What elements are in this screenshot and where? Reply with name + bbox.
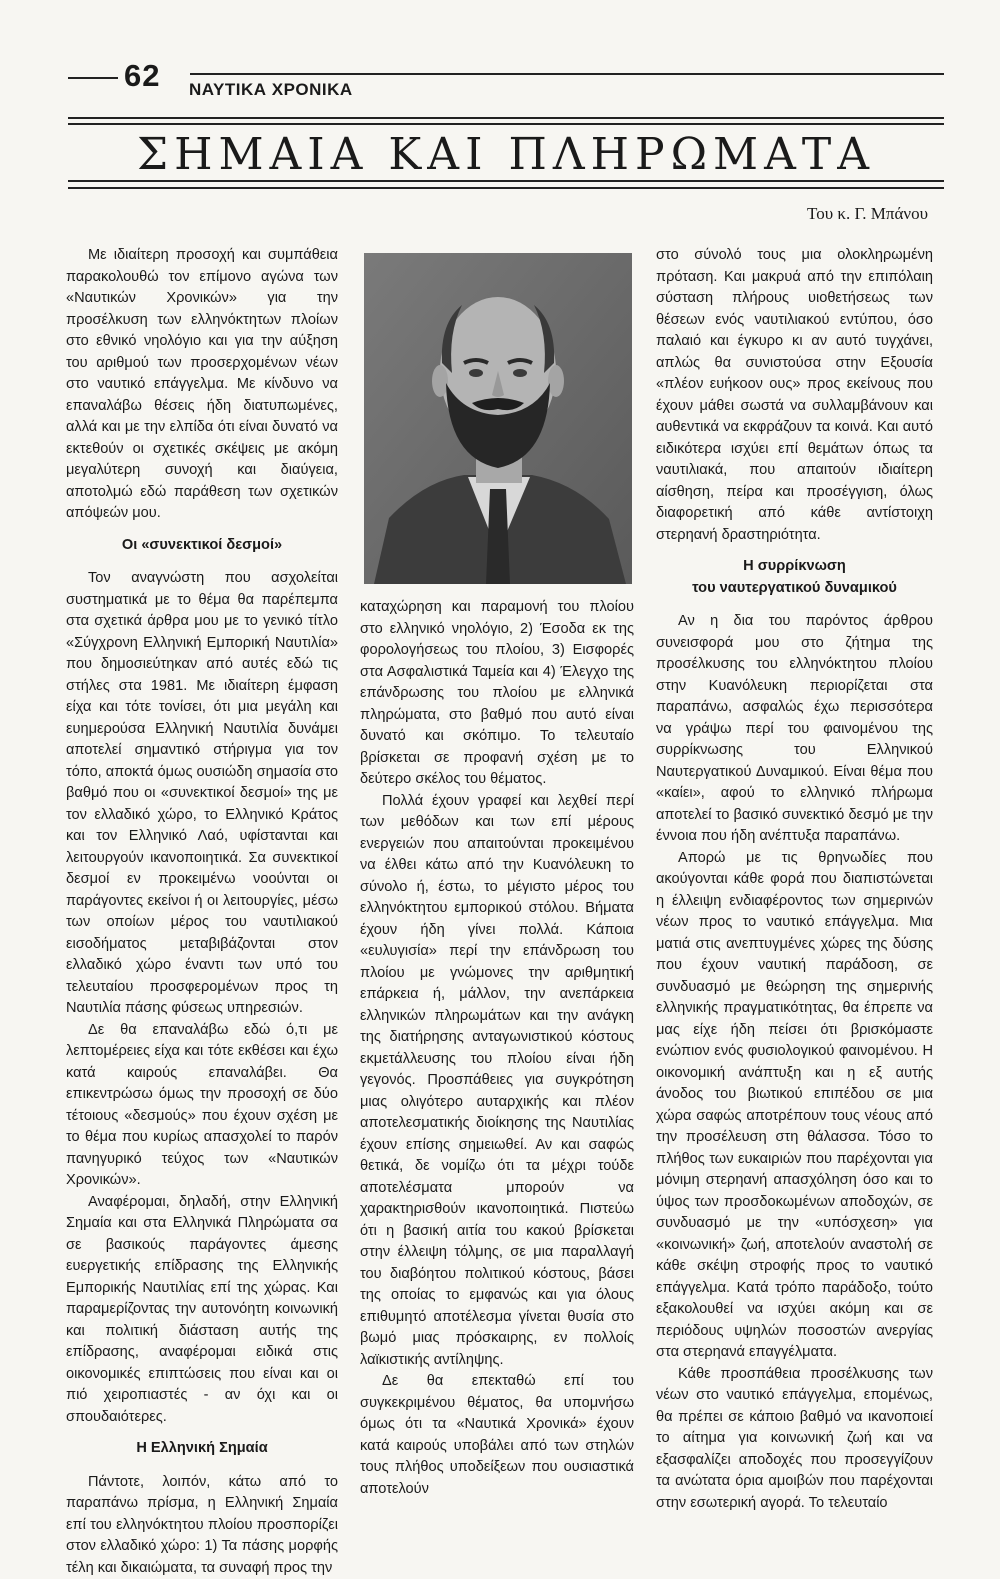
title-rule — [68, 123, 944, 125]
section-heading — [656, 556, 933, 599]
paragraph: στο σύνολό τους μια ολοκληρωμένη πρόταση. Και μακρυά από την επιπόλαιη σύσταση πλήρους υιοθετήσεως των θέσεων ενός ναυτιλιακού εντύπου, όσο παλαιό και έγκυρο κι αν αυτό τυγχάνει, απλώς θα συνιστούσα στην Εξουσία «πλέον ευήκοον ους» προς εκείνους που έχουν μάθει σωστά να συλλαμβάνουν και αυθεντικά να εκφράζουν τα κοινά. Και αυτό ειδικότερα ισχύει επί θεμάτων όπως τα ναυτιλιακά, που απαιτούν ιδιαίτερη αίσθηση, πείρα και προσέγγιση, όλως διαφορετική από κάθε αντίστοιχη στερηανή δραστηριότητα. — [656, 245, 933, 546]
column-3 — [656, 245, 933, 1514]
article-title: ΣΗΜΑΙΑ ΚΑΙ ΠΛΗΡΩΜΑΤΑ — [68, 132, 944, 178]
header-rule-left — [68, 77, 118, 79]
magazine-name: ΝΑΥΤΙΚΑ ΧΡΟΝΙΚΑ — [189, 80, 353, 100]
paragraph: Πάντοτε, λοιπόν, κάτω από το παραπάνω πρίσμα, η Ελληνική Σημαία επί του ελληνόκτητου πλοίου προσπορίζει στον ελλαδικό χώρο: 1) Τα πάσης μορφής τέλη και δικαιώματα, τα συναφή προς την — [66, 1472, 338, 1579]
paragraph: Δε θα επεκταθώ επί του συγκεκριμένου θέματος, θα υπομνήσω όμως ότι τα «Ναυτικά Χρονικά» έχουν κατά καιρούς υποβάλει από των στηλών τους πλήθος υποδείξεων που ουσιαστικά αποτελούν — [360, 1371, 634, 1500]
title-rule — [68, 117, 944, 119]
column-1 — [66, 245, 338, 1579]
author-photo — [364, 253, 632, 584]
paragraph: Τον αναγνώστη που ασχολείται συστηματικά με το θέμα θα παρέπεμπα στα σχετικά άρθρα μου με το γενικό τίτλο «Σύγχρονη Ελληνική Εμπορική Ναυτιλία» που δημοσιεύτηκαν από αυτές εδώ τις στήλες στα 1981. Με ιδιαίτερη έμφαση είχα και τότε τονίσει, ότι μια μεγάλη και ευημερούσα Ελληνική Ναυτιλία δυνάμει αποτελεί σημαντικό στήριγμα για τον τόπο, αποκτά όμως ουσιώδη σημασία στο βαθμό που οι «συνεκτικοί δεσμοί» της με τον ελλαδικό χώρο, το Ελληνικό Κράτος και τον Ελληνικό Λαό, υφίστανται και λειτουργούν ικανοποιητικά. Σα συνεκτικοί δεσμοί εν προκειμένω νοούνται οι παράγοντες εκείνοι ή οι λειτουργίες, μέσω των οποίων μέρος του ναυτιλιακού εισοδήματος μεταβιβάζονται στον ελλαδικό χώρο έναντι των υπό του τελευταίου προσφερομένων προς τη Ναυτιλία πάσης φύσεως υπηρεσιών. — [66, 568, 338, 1020]
title-rule — [68, 187, 944, 189]
title-rule — [68, 180, 944, 182]
section-heading: Οι «συνεκτικοί δεσμοί» — [66, 535, 338, 557]
paragraph: Δε θα επαναλάβω εδώ ό,τι με λεπτομέρειες είχα και τότε εκθέσει και έχω κατά καιρούς επαναλάβει. Θα επικεντρώσω όμως την προσοχή σε δύο τέτοιους «δεσμούς» που έχουν σχέση με το θέμα που κυρίως απασχολεί το παρόν πανηγυρικό τεύχος των «Ναυτικών Χρονικών». — [66, 1020, 338, 1192]
column-2 — [360, 597, 634, 1500]
paragraph: Κάθε προσπάθεια προσέλκυσης των νέων στο ναυτικό επάγγελμα, επομένως, θα πρέπει σε κάποιο βαθμό να ικανοποιεί το αίτημα για κοινωνική ζωή και να εξασφαλίζει αποδοχές που προσεγγίζουν τα ανώτατα όρια αμοιβών που παρέχονται στην εσωτερική αγορά. Το τελευταίο — [656, 1364, 933, 1515]
paragraph: Με ιδιαίτερη προσοχή και συμπάθεια παρακολουθώ τον επίμονο αγώνα των «Ναυτικών Χρονικών» για την προσέλκυση των ελληνόκτητων πλοίων στο εθνικό νηολόγιο και για την αύξηση του αριθμού των προσερχομένων νέων στο ναυτικό επάγγελμα. Με κίνδυνο να επαναλάβω θέσεις ήδη διατυπωμένες, αλλά και με την ελπίδα ότι είναι δυνατό να εκτεθούν οι σχετικές σκέψεις με ακόμη μεγαλύτερη συνοχή και διαύγεια, αποτολμώ εδώ παράθεση των σχετικών απόψεών μου. — [66, 245, 338, 525]
page-number: 62 — [124, 58, 160, 94]
section-heading-line2: του ναυτεργατικού δυναμικού — [692, 580, 897, 596]
paragraph: Αναφέρομαι, δηλαδή, στην Ελληνική Σημαία και στα Ελληνικά Πληρώματα σα σε βασικούς παράγοντες άμεσης ευεργετικής επίδρασης της Ελληνικής Εμπορικής Ναυτιλίας επί της χώρας. Και παραμερίζοντας την αυτονόητη κοινωνική και πολιτική διάσταση αυτής της επίδρασης, αναφέρομαι ειδικά στις οικονομικές επιπτώσεις που είναι και οι πιό χειροπιαστές - αν όχι και οι σπουδαιότερες. — [66, 1192, 338, 1429]
paragraph: Αν η δια του παρόντος άρθρου συνεισφορά μου στο ζήτημα της προσέλκυσης του ελληνόκτητου πλοίου στην Κυανόλευκη περιορίζεται στα παραπάνω, ασφαλώς έχω περισσότερα να γράψω περί του φαινομένου της συρρίκνωσης του Ελληνικού Ναυτεργατικού Δυναμικού. Είναι θέμα που «καίει», αφού το ελληνικό πλήρωμα αποτελεί το βασικό συνεκτικό δεσμό με την έννοια που ήδη ανέπτυξα παραπάνω. — [656, 611, 933, 848]
paragraph: Απορώ με τις θρηνωδίες που ακούγονται κάθε φορά που διαπιστώνεται η έλλειψη ενδιαφέροντος των σημερινών νέων προς το ναυτικό επάγγελμα. Μια ματιά στις ανεπτυγμένες χώρες της δύσης που έχουν ναυτική παράδοση, σε συνδυασμό με θεώρηση της σημερινής ελληνικής πραγματικότητας, θα έπρεπε να μας είχε ήδη πείσει ότι βρισκόμαστε ενώπιον ενός φυσιολογικού φαινομένου. Η οικονομική ανάπτυξη και η εξ αυτής άνοδος του βιωτικού επιπέδου σε μια χώρα σαφώς αποτρέπουν τους νέους από την προσέλευση στη θάλασσα. Τόσο το πλήθος των ευκαιριών που παρέχονται για μόνιμη στερηανή απασχόληση όσο και το ύψος των προσδοκωμένων αποδοχών, σε συνδυασμό με την «υπόσχεση» για «κοινωνική» ζωή, αποτελούν αναστολή σε κάθε σκέψη στροφής προς το ναυτικό επάγγελμα. Κατά τρόπο παράδοξο, τούτο εξακολουθεί να ισχύει ακόμη και σε περιόδους υψηλών ποσοστών ανεργίας στα στερηανά επαγγέλματα. — [656, 848, 933, 1364]
section-heading-line1: Η συρρίκνωση — [743, 558, 846, 574]
header-rule-right — [190, 73, 944, 75]
paragraph: καταχώρηση και παραμονή του πλοίου στο ελληνικό νηολόγιο, 2) Έσοδα εκ της φορολογήσεως του πλοίου, 3) Εισφορές στα Ασφαλιστικά Ταμεία και 4) Έλεγχο της επάνδρωσης του πλοίου με ελληνικά πληρώματα, στο βαθμό που αυτό είναι δυνατό και σκόπιμο. Το τελευταίο βρίσκεται σε προφανή σχέση με το δεύτερο σκέλος του θέματος. — [360, 597, 634, 791]
paragraph: Πολλά έχουν γραφεί και λεχθεί περί των μεθόδων και των επί μέρους ενεργειών που απαιτούνται προκειμένου να έλθει κάτω από την Κυανόλευκη το σύνολο ή, έστω, το μέγιστο μέρος του ελληνόκτητου εμπορικού στόλου. Βήματα έχουν ήδη γίνει πολλά. Κάποια «ευλυγισία» περί την επάνδρωση του πλοίου με γνώμονες την αριθμητική επάρκεια ή, μάλλον, την ανεπάρκεια ελληνικών πληρωμάτων και την ανάγκη της διατήρησης ανταγωνιστικού κόστους εκμετάλλευσης του πλοίου είναι ήδη γεγονός. Προσπάθειες για συγκρότηση μιας ολιγότερο αυταρχικής και πλέον αποτελεσματικής διοίκησης της Ναυτιλίας έχουν επίσης σημειωθεί. Αν και σαφώς θετικά, δε νομίζω ότι τα μέχρι τούδε αποτελέσματα μπορούν να χαρακτηρισθούν ικανοποιητικά. Πιστεύω ότι η βασική αιτία του κακού βρίσκεται στην έλλειψη τόλμης, σε μια παραλλαγή του διαβόητου πολιτικού κόστους, βάσει της οποίας το εμφανώς και για όλους επιθυμητό αποτέλεσμα γίνεται θυσία στο βωμό μιας πρόσκαιρης, εν πολλοίς λαϊκιστικής αντίληψης. — [360, 791, 634, 1372]
section-heading: Η Ελληνική Σημαία — [66, 1438, 338, 1460]
byline: Του κ. Γ. Μπάνου — [700, 204, 928, 224]
author-portrait-illustration — [364, 253, 632, 584]
